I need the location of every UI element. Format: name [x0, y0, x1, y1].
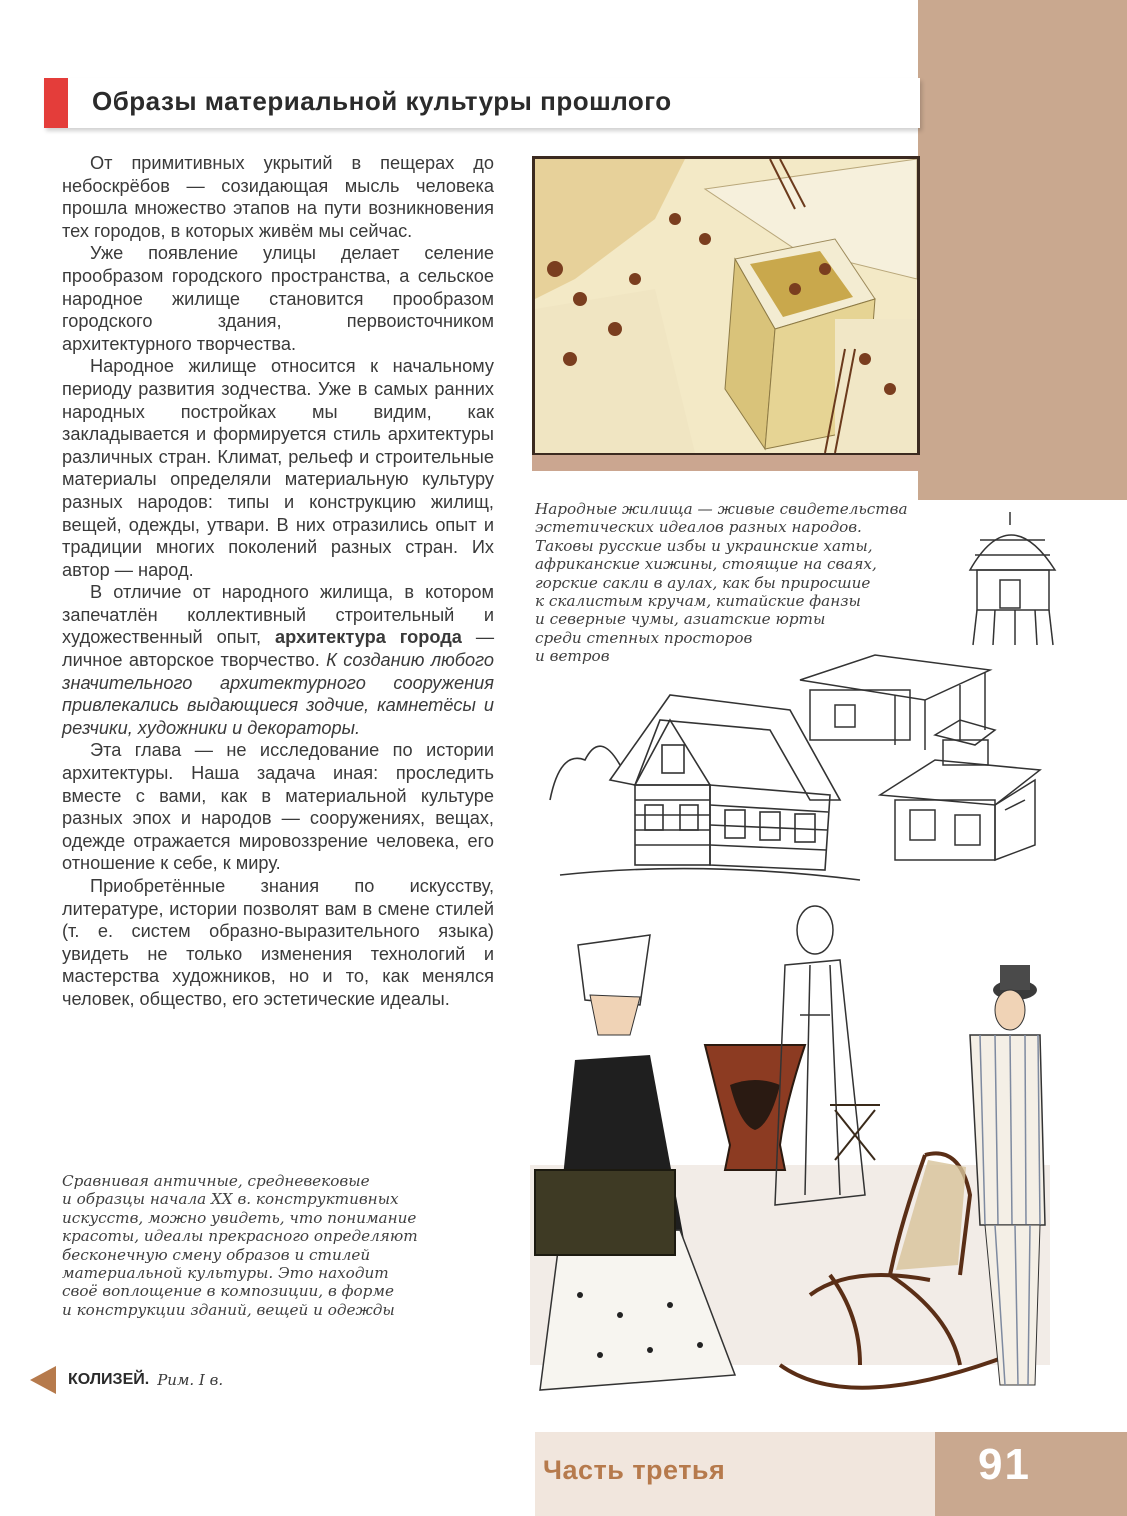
caption-line: и ветров	[535, 647, 610, 666]
decor-tan-strip	[532, 455, 920, 471]
caption-line: эстетических идеалов разных народов.	[535, 518, 862, 537]
paragraph-text: В отличие от народного жилища, в котором запечатлён коллективный строительный и художественный опыт,	[62, 582, 494, 648]
african-hut-drawing	[955, 500, 1065, 650]
settlement-drawing	[535, 159, 917, 453]
caption-line: африканские хижины, стоящие на сваях,	[535, 555, 877, 574]
caption-line: бесконечную смену образов и стилей	[62, 1245, 371, 1264]
image-reference-note	[30, 1365, 223, 1395]
main-article-text	[62, 152, 494, 1011]
material-culture-collage	[530, 895, 1050, 1440]
pagoda-house-sketch	[875, 715, 1045, 865]
reference-detail: Рим. I в.	[157, 1371, 224, 1389]
caption-line: к скалистым кручам, китайские фанзы	[535, 592, 861, 611]
caption-line: своё воплощение в композиции, в форме	[62, 1282, 394, 1301]
page-number-box	[935, 1432, 1127, 1516]
caption-line: красоты, идеалы прекрасного определяют	[62, 1227, 418, 1246]
folk-dwellings-caption	[535, 500, 975, 666]
caption-line: Сравнивая античные, средневековые	[62, 1172, 370, 1190]
page-title: Образы материальной культуры прошлого	[92, 86, 672, 116]
left-arrow-icon	[30, 1366, 56, 1394]
ancient-settlement-illustration	[532, 156, 920, 456]
paragraph: Уже появление улицы делает селение прообразом городского пространства, а сельское народное жилище становится прообразом городского здания, первоисточником архитектурного творчества.	[62, 243, 494, 354]
caption-line: и образцы начала XX в. конструктивных	[62, 1190, 399, 1209]
page-number: 91	[978, 1440, 1031, 1489]
caption-line: и конструкции зданий, вещей и одежды	[62, 1300, 395, 1319]
paragraph: Эта глава — не исследование по истории архитектуры. Наша задача иная: проследить вместе с вами, как в материальной культуре разных эпох и народов — сооружениях, вещах, одежде отражается мировоззрение человека, его отношение к себе, к миру.	[62, 740, 494, 874]
decor-tan-top	[918, 0, 1127, 80]
decor-tan-right	[918, 80, 1127, 500]
round-hut-sketch	[955, 500, 1065, 650]
caption-line: искусств, можно увидеть, что понимание	[62, 1208, 417, 1227]
caption-line: Таковы русские избы и украинские хаты,	[535, 536, 873, 555]
caption-line: и северные чумы, азиатские юрты	[535, 610, 826, 629]
caption-line: среди степных просторов	[535, 628, 753, 647]
paragraph: От примитивных укрытий в пещерах до небоскрёбов — созидающая мысль человека прошла множество этапов на пути возникновения тех городов, в которых живём мы сейчас.	[62, 153, 494, 241]
caption-line: материальной культуры. Это находит	[62, 1264, 389, 1283]
comparison-caption	[62, 1172, 482, 1319]
chinese-fanza-drawing	[875, 715, 1045, 865]
paragraph-text: — личное авторское творчество.	[62, 627, 494, 671]
paragraph: Народное жилище относится к начальному периоду развития зодчества. Уже в самых ранних народных постройках мы видим, как закладывается и формируется стиль архитектуры различных стран. Климат, рельеф и строительные материалы определяли материальную культуру разных народов: типы и конструкцию жилищ, вещей, одежды, утвари. В них отразились опыт и традиции многих поколений разных стран. Их автор — народ.	[62, 356, 494, 580]
italic-text: К созданию любого значительного архитектурного сооружения привлекались выдающиеся зодчие, камнетёсы и резчики, художники и декораторы.	[62, 650, 494, 738]
caption-line: горские сакли в аулах, как бы приросшие	[535, 573, 871, 592]
title-marker	[44, 78, 68, 128]
paragraph	[62, 581, 494, 739]
bold-term: архитектура города	[274, 627, 462, 648]
paragraph: Приобретённые знания по искусству, литературе, истории позволят вам в смене стилей (т. е. систем образно-выразительного языка) увидеть не только изменения технологий и мастерства художников, но и то, как менялся человек, общество, его эстетические идеалы.	[62, 876, 494, 1009]
chapter-title-bar	[44, 78, 920, 128]
caption-line: Народные жилища — живые свидетельства	[535, 500, 908, 518]
part-label: Часть третья	[543, 1455, 726, 1485]
costumes-objects-drawing	[530, 895, 1050, 1440]
reference-label: КОЛИЗЕЙ.	[68, 1371, 150, 1388]
